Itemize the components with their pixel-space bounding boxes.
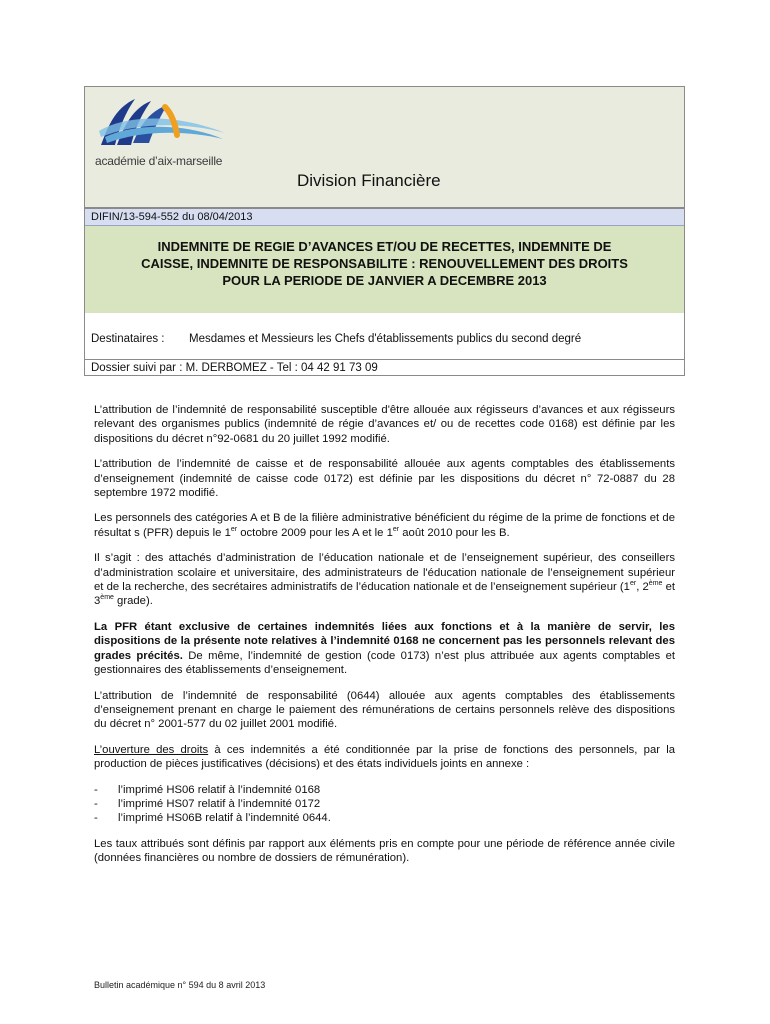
destinataires-label: Destinataires : <box>91 333 165 345</box>
destinataires-value: Mesdames et Messieurs les Chefs d'établissements publics du second degré <box>189 333 582 345</box>
division-title: Division Financière <box>297 171 441 190</box>
dossier-row: Dossier suivi par : M. DERBOMEZ - Tel : 04 42 91 73 09 <box>85 359 684 376</box>
list-dash: - <box>94 797 98 810</box>
p3-sup-2: er <box>392 526 400 534</box>
info-box <box>84 208 685 376</box>
list-dash: - <box>94 783 98 796</box>
list-item-text: l’imprimé HS07 relatif à l’indemnité 0172 <box>118 797 321 810</box>
p7-text: à ces indemnités a été conditionnée par la prise de fonctions des personnels, par la production de pièces justificatives (décisions) et des états individuels joints en annexe : <box>94 743 675 771</box>
page-footer: Bulletin académique n° 594 du 8 avril 2013 <box>94 980 266 990</box>
p4-text-c: et 3 <box>94 581 676 608</box>
p4-sup-2: ème <box>648 580 663 588</box>
p4-text-b: , 2 <box>636 581 649 594</box>
p3-text-c: août 2010 pour les B. <box>399 526 510 539</box>
list-item <box>94 797 675 811</box>
paragraph-8: Les taux attribués sont définis par rapport aux éléments pris en compte pour une période de référence année civile (données financières ou nombre de dossiers de rémunération). <box>94 837 675 865</box>
title-line-1: INDEMNITE DE REGIE D’AVANCES ET/OU DE RECETTES, INDEMNITE DE <box>157 239 612 254</box>
title-line-2: CAISSE, INDEMNITE DE RESPONSABILITE : RENOUVELLEMENT DES DROITS <box>141 256 628 271</box>
annex-list <box>94 783 675 826</box>
header-box <box>84 86 685 208</box>
list-item <box>94 783 675 797</box>
document-body <box>94 403 675 877</box>
paragraph-3 <box>94 511 675 540</box>
paragraph-4 <box>94 551 675 609</box>
list-dash: - <box>94 812 98 825</box>
logo-text: académie d’aix-marseille <box>95 154 223 168</box>
list-item-text: l’imprimé HS06 relatif à l’indemnité 0168 <box>118 783 321 796</box>
paragraph-6: L’attribution de l’indemnité de responsabilité (0644) allouée aux agents comptables des établissements d’enseignement prenant en charge le paiement des rémunérations de certains personnels relève des dispositions du décret n° 2001-577 du 02 juillet 2001 modifié. <box>94 689 675 731</box>
paragraph-5 <box>94 620 675 678</box>
p7-underlined-text: L’ouverture des droits <box>94 743 209 756</box>
p4-sup-1: er <box>629 580 637 588</box>
p4-sup-3: ème <box>100 594 114 602</box>
document-title <box>85 226 684 313</box>
paragraph-1: L’attribution de l’indemnité de responsabilité susceptible d'être allouée aux régisseurs d’avances et aux régisseurs relevant des organismes publics (indemnité de régie d’avances et/ ou de recettes code 0168) est définie par les dispositions du décret n°92-0681 du 20 juillet 1992 modifié. <box>94 404 675 445</box>
p4-text-d: grade). <box>113 595 153 608</box>
list-item-text: l’imprimé HS06B relatif à l’indemnité 0644. <box>118 812 331 825</box>
paragraph-2: L’attribution de l’indemnité de caisse et de responsabilité allouée aux agents comptables des établissements d’enseignement (indemnité de caisse code 0172) est définie par les dispositions du décret n° 72-0887 du 28 septembre 1972 modifié. <box>94 458 675 500</box>
p3-text-b: octobre 2009 pour les A et le 1 <box>237 526 393 539</box>
p3-sup-1: er <box>230 526 238 534</box>
paragraph-7 <box>94 743 675 772</box>
destinataires-row <box>91 333 581 345</box>
academie-logo-icon <box>95 93 230 153</box>
reference-number: DIFIN/13-594-552 du 08/04/2013 <box>85 209 684 226</box>
list-item <box>94 811 675 825</box>
title-line-3: POUR LA PERIODE DE JANVIER A DECEMBRE 2013 <box>222 273 547 288</box>
p3-text-a: Les personnels des catégories A et B de la filière administrative bénéficient du régime de la prime de fonctions et de résultat s (PFR) depuis le 1 <box>94 512 675 539</box>
p5-text: De même, l’indemnité de gestion (code 0173) n’est plus attribuée aux agents comptables et gestionnaires des établissements d’enseignement. <box>94 649 675 677</box>
p4-text-a: Il s’agit : des attachés d’administration de l’éducation nationale et de l’enseignement supérieur, des conseillers d’administration scolaire et universitaire, des administrateurs de l'éducation nationale de l’enseignement supérieur et de la recherche, des secrétaires administratifs de l’éducation nationale et de l’enseignement supérieur (1 <box>94 552 675 594</box>
p5-bold-text: La PFR étant exclusive de certaines indemnités liées aux fonctions et à la manière de servir, les dispositions de la présente note relatives à l’indemnité 0168 ne concernent pas les personnels relevant des grades précités. <box>94 620 675 662</box>
